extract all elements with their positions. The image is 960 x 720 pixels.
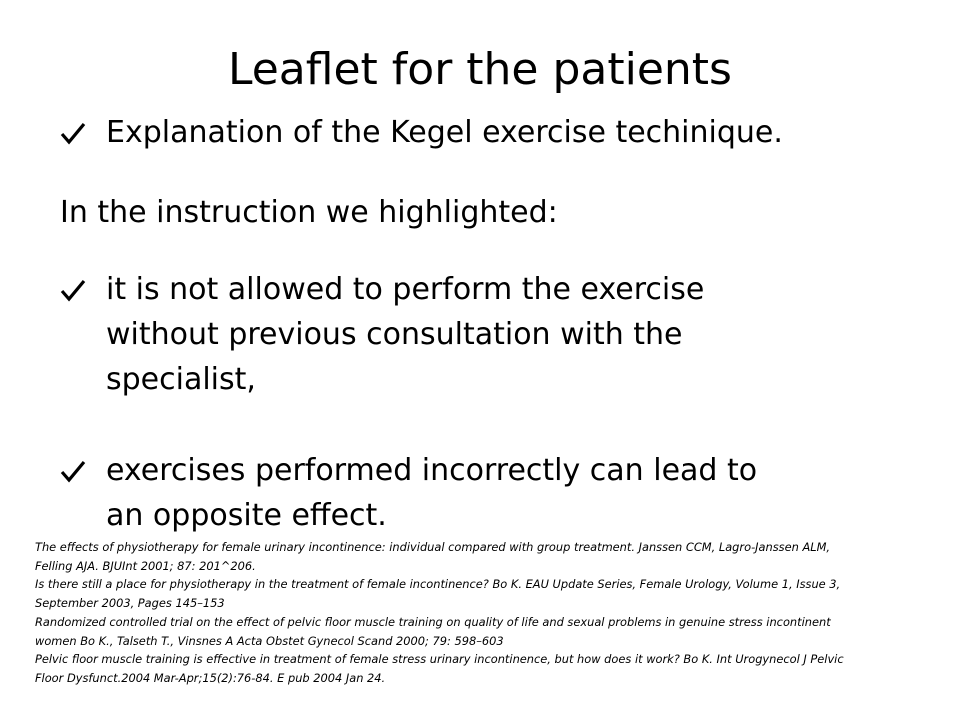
reference-line: September 2003, Pages 145–153	[35, 596, 225, 611]
bullet-kegel-explanation	[60, 110, 920, 155]
checkmark-icon	[60, 267, 96, 312]
reference-line: Felling AJA. BJUInt 2001; 87: 201^206.	[35, 558, 256, 573]
reference-line: Pelvic floor muscle training is effective in treatment of female stress urinary incontinence, but how does it work? Bo K. Int Urogynecol J Pelvic	[35, 652, 844, 667]
instruction-intro: In the instruction we highlighted:	[60, 195, 558, 230]
bullet-text-line: it is not allowed to perform the exercise	[106, 272, 705, 307]
reference-line: Floor Dysfunct.2004 Mar-Apr;15(2):76-84. E pub 2004 Jan 24.	[35, 670, 386, 685]
reference-line: The effects of physiotherapy for female urinary incontinence: individual compared with group treatment. Janssen CCM, Lagro-Janssen ALM,	[35, 540, 831, 554]
checkmark-icon	[60, 110, 96, 155]
references-block	[35, 538, 925, 688]
bullet-text-line: an opposite effect.	[106, 498, 387, 533]
bullet-consultation-required	[60, 267, 920, 402]
bullet-text-line: specialist,	[106, 362, 256, 397]
reference-line: Is there still a place for physiotherapy in the treatment of female incontinence? Bo K. EAU Update Series, Female Urology, Volume 1, Issue 3,	[35, 577, 841, 592]
bullet-text: Explanation of the Kegel exercise techinique.	[106, 115, 783, 150]
reference-line: Randomized controlled trial on the effect of pelvic floor muscle training on quality of life and sexual problems in genuine stress incontinent	[35, 614, 831, 629]
bullet-text-line: without previous consultation with the	[106, 317, 683, 352]
slide-title: Leaflet for the patients	[228, 44, 732, 95]
bullet-text-line: exercises performed incorrectly can lead to	[106, 453, 758, 488]
checkmark-icon	[60, 448, 96, 493]
bullet-incorrect-exercise-warning	[60, 448, 920, 538]
reference-line: women Bo K., Talseth T., Vinsnes A Acta Obstet Gynecol Scand 2000; 79: 598–603	[35, 633, 504, 648]
